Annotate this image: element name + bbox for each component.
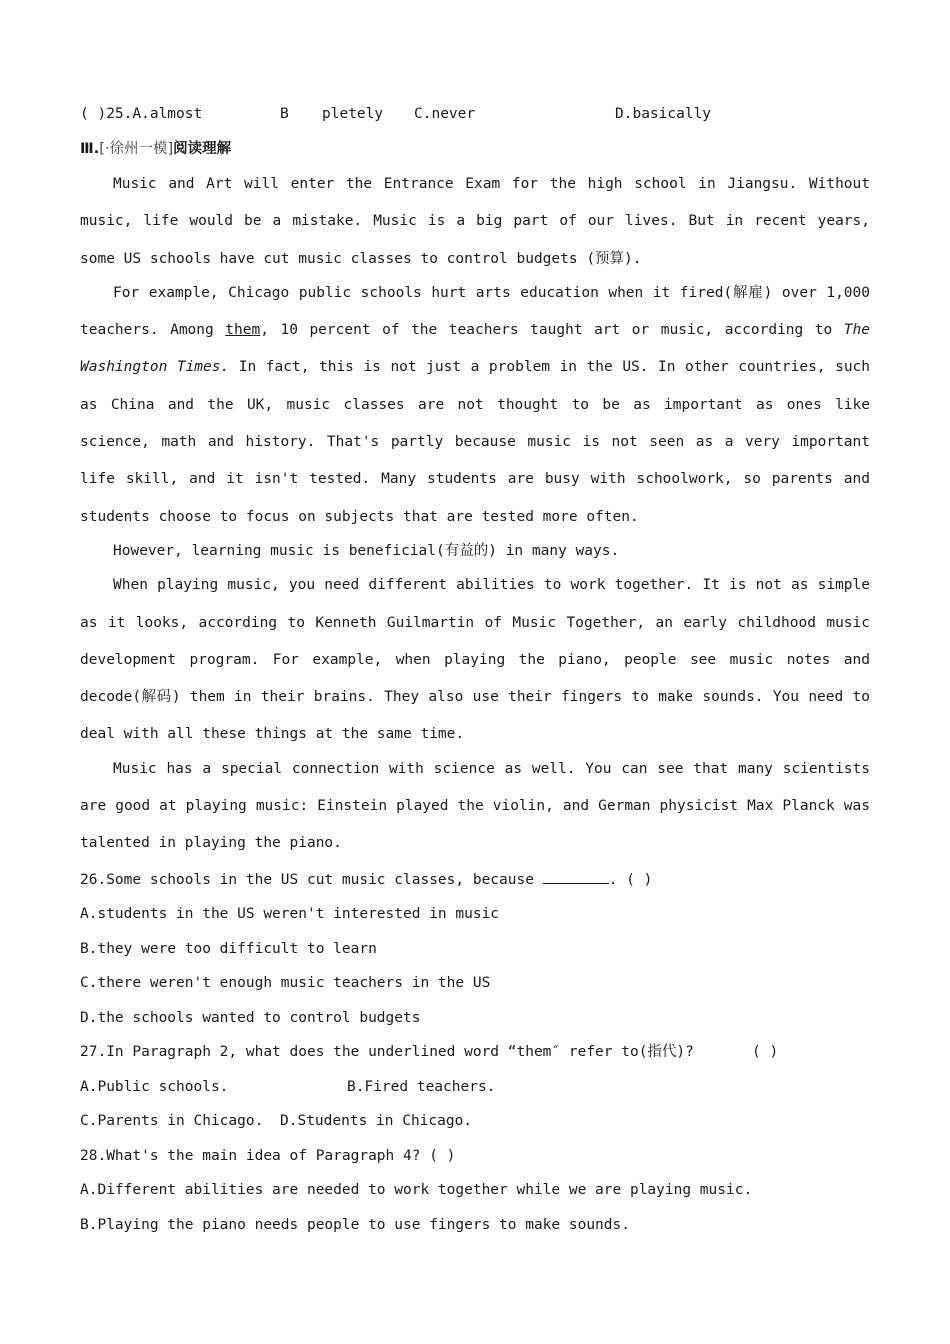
- q26-option-d: D.the schools wanted to control budgets: [80, 1009, 421, 1026]
- section-source: [·徐州一模]: [99, 140, 174, 157]
- passage-paragraph-2: [80, 275, 870, 536]
- q27-option-b: B.Fired teachers.: [347, 1078, 496, 1095]
- question-27-stem: [80, 1035, 870, 1070]
- passage-paragraph-4: When playing music, you need different abilities to work together. It is not as simple as it looks, according to Kenneth Guilmartin of Music Together, an early childhood music development program. For example, when playing the piano, people see music notes and decode(解码) them in their brains. They also use their fingers to make sounds. You need to deal with all these things at the same time.: [80, 577, 870, 743]
- passage-paragraph-5: Music has a special connection with science as well. You can see that many scientists are good at playing music: Einstein played the violin, and German physicist Max Planck was talented in playing the piano.: [80, 760, 870, 852]
- q25-option-b-text: pletely: [322, 106, 384, 122]
- q26-option-a: A.students in the US weren't interested in music: [80, 906, 500, 923]
- q27-option-c: C.Parents in Chicago.: [80, 1113, 264, 1130]
- q27-option-d: D.Students in Chicago.: [280, 1113, 473, 1130]
- q25-option-c: C.never: [414, 106, 476, 122]
- underlined-word-them: them: [225, 322, 261, 339]
- q25-option-b-label: B: [280, 106, 289, 122]
- q26-stem-text: 26.Some schools in the US cut music classes, because: [80, 871, 543, 888]
- answer-blank: [543, 868, 609, 884]
- passage-paragraph-1: Music and Art will enter the Entrance Exam for the high school in Jiangsu. Without music, life would be a mistake. Music is a big part of our lives. But in recent years, some US schools have cut music classes to control budgets (预算).: [80, 176, 870, 267]
- p2-text-a: For example, Chicago public schools hurt arts education when it fired(解雇) over 1,000 teachers. Among: [80, 284, 870, 339]
- q28-option-a: A.Different abilities are needed to work together while we are playing music.: [80, 1182, 753, 1199]
- question-28-stem: 28.What's the main idea of Paragraph 4? ( ): [80, 1147, 456, 1164]
- document-content: [80, 97, 870, 1242]
- section-number: Ⅲ.: [80, 140, 100, 157]
- q27-answer-paren: ( ): [752, 1044, 779, 1061]
- newspaper-title: The Washington Times.: [80, 322, 870, 376]
- q27-options-ab: [80, 1070, 870, 1105]
- q27-stem-text: 27.In Paragraph 2, what does the underlined word “them″ refer to(指代)?: [80, 1044, 694, 1061]
- q25-stem-option-a: ( )25.A.almost: [80, 106, 203, 122]
- q25-option-d: D.basically: [615, 106, 712, 122]
- q27-option-a: A.Public schools.: [80, 1078, 229, 1095]
- section-header: [80, 132, 870, 167]
- question-25: [80, 97, 870, 132]
- question-26-stem: [80, 863, 870, 898]
- p2-text-b: , 10 percent of the teachers taught art or music, according to: [260, 322, 844, 339]
- q28-option-b: B.Playing the piano needs people to use fingers to make sounds.: [80, 1216, 630, 1233]
- q26-stem-end: . ( ): [608, 871, 653, 888]
- q27-options-cd: [80, 1104, 870, 1139]
- q26-option-b: B.they were too difficult to learn: [80, 940, 377, 957]
- section-title: 阅读理解: [173, 140, 232, 157]
- passage-paragraph-3: However, learning music is beneficial(有益的) in many ways.: [113, 542, 620, 559]
- q26-option-c: C.there weren't enough music teachers in the US: [80, 975, 491, 992]
- p2-text-c: In fact, this is not just a problem in the US. In other countries, such as China and the UK, music classes are not thought to be as important as ones like science, math and history. That's partly because music is not seen as a very important life skill, and it isn't tested. Many students are busy with schoolwork, so parents and students choose to focus on subjects that are tested more often.: [80, 359, 871, 525]
